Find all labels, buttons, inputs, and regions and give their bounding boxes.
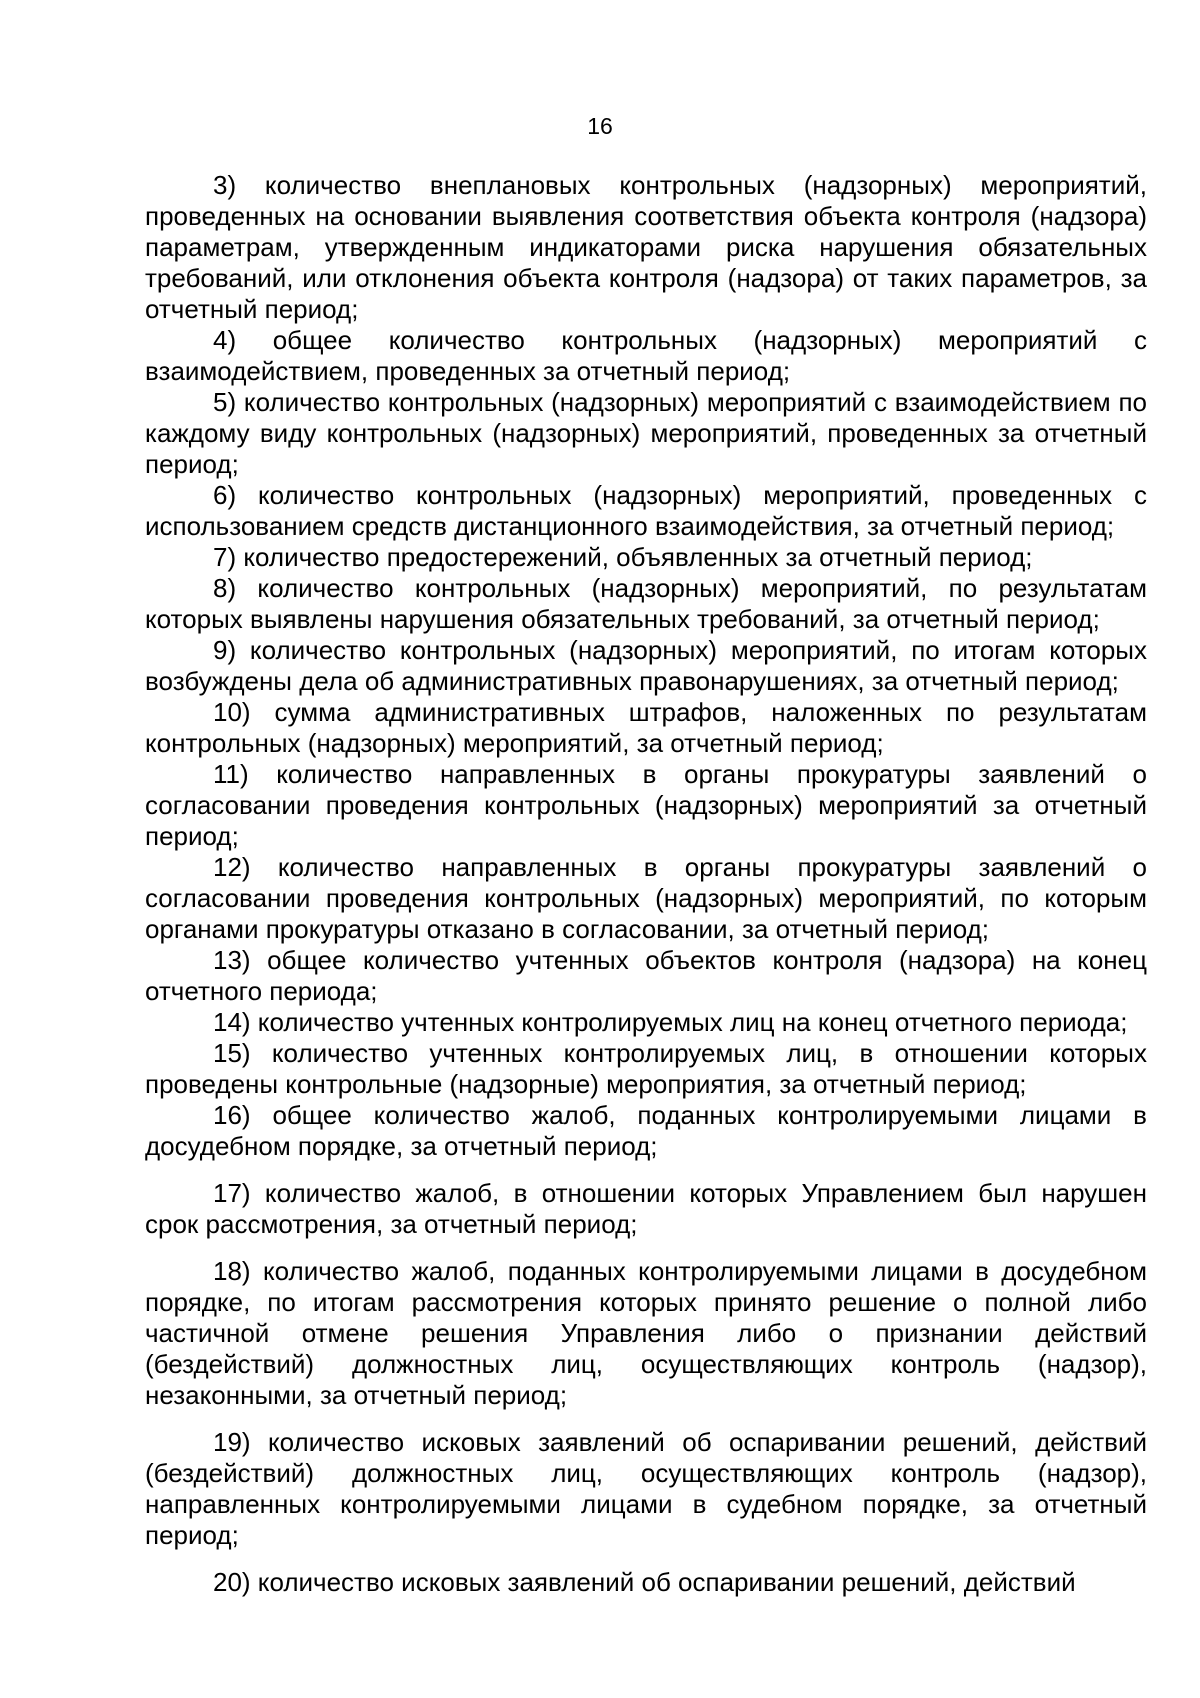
list-item-12: 12) количество направленных в органы прокуратуры заявлений о согласовании проведения контрольных (надзорных) мероприятий, по которым органами прокуратуры отказано в согласовании, за отчетный период; (145, 852, 1147, 944)
list-item-15: 15) количество учтенных контролируемых лиц, в отношении которых проведены контрольные (надзорные) мероприятия, за отчетный период; (145, 1038, 1147, 1099)
list-item-13: 13) общее количество учтенных объектов контроля (надзора) на конец отчетного периода; (145, 945, 1147, 1006)
list-item-11: 11) количество направленных в органы прокуратуры заявлений о согласовании проведения контрольных (надзорных) мероприятий за отчетный период; (145, 759, 1147, 851)
list-item-6: 6) количество контрольных (надзорных) мероприятий, проведенных с использованием средств дистанционного взаимодействия, за отчетный период; (145, 480, 1147, 541)
list-item-3: 3) количество внеплановых контрольных (надзорных) мероприятий, проведенных на основании выявления соответствия объекта контроля (надзора) параметрам, утвержденным индикаторами риска нарушения обязательных требований, или отклонения объекта контроля (надзора) от таких параметров, за отчетный период; (145, 170, 1147, 324)
list-item-9: 9) количество контрольных (надзорных) мероприятий, по итогам которых возбуждены дела об административных правонарушениях, за отчетный период; (145, 635, 1147, 696)
page-number: 16 (587, 113, 613, 139)
list-item-19: 19) количество исковых заявлений об оспаривании решений, действий (бездействий) должностных лиц, осуществляющих контроль (надзор), направленных контролируемыми лицами в судебном порядке, за отчетный период; (145, 1427, 1147, 1550)
list-item-5: 5) количество контрольных (надзорных) мероприятий с взаимодействием по каждому виду контрольных (надзорных) мероприятий, проведенных за отчетный период; (145, 387, 1147, 479)
list-item-18: 18) количество жалоб, поданных контролируемыми лицами в досудебном порядке, по итогам рассмотрения которых принято решение о полной либо частичной отмене решения Управления либо о признании действий (бездействий) должностных лиц, осуществляющих контроль (надзор), незаконными, за отчетный период; (145, 1256, 1147, 1410)
document-body (145, 170, 1147, 1598)
list-item-20: 20) количество исковых заявлений об оспаривании решений, действий (213, 1567, 1076, 1597)
list-item-14: 14) количество учтенных контролируемых лиц на конец отчетного периода; (213, 1007, 1128, 1037)
list-item-17: 17) количество жалоб, в отношении которых Управлением был нарушен срок рассмотрения, за отчетный период; (145, 1178, 1147, 1239)
list-item-16: 16) общее количество жалоб, поданных контролируемыми лицами в досудебном порядке, за отчетный период; (145, 1100, 1147, 1161)
list-item-10: 10) сумма административных штрафов, наложенных по результатам контрольных (надзорных) мероприятий, за отчетный период; (145, 697, 1147, 758)
list-item-7: 7) количество предостережений, объявленных за отчетный период; (213, 542, 1033, 572)
list-item-8: 8) количество контрольных (надзорных) мероприятий, по результатам которых выявлены нарушения обязательных требований, за отчетный период; (145, 573, 1147, 634)
list-item-4: 4) общее количество контрольных (надзорных) мероприятий с взаимодействием, проведенных за отчетный период; (145, 325, 1147, 386)
